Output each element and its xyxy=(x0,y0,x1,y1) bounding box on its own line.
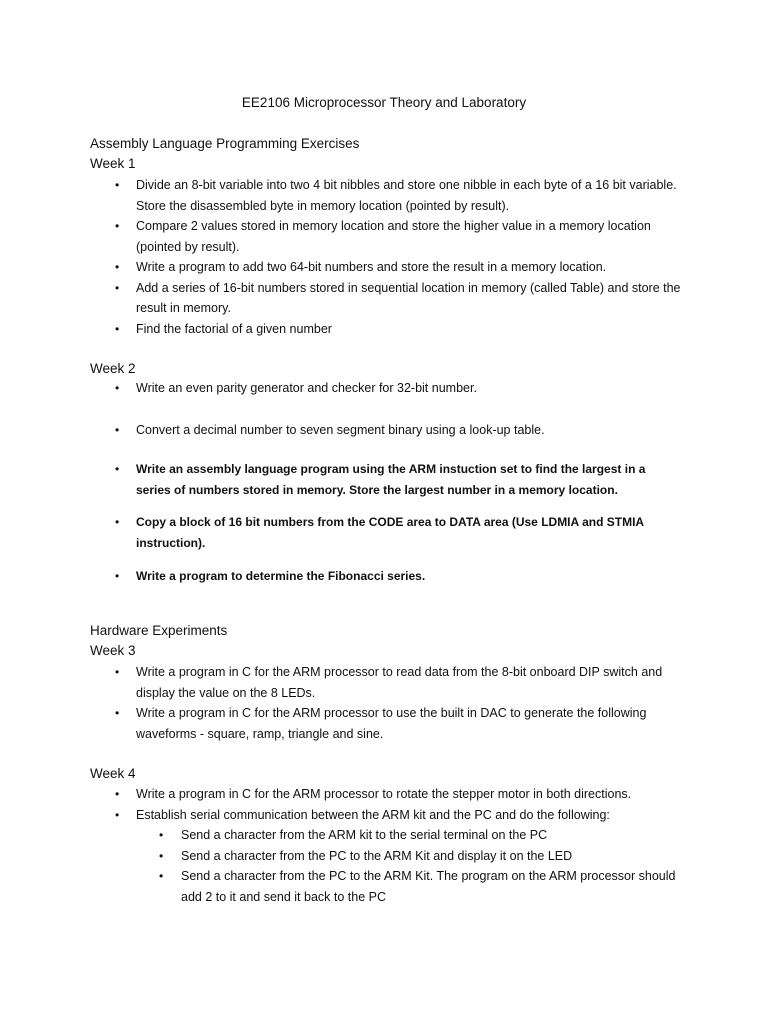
week3-heading: Week 3 xyxy=(90,643,136,658)
list-item: • Write a program in C for the ARM processor to rotate the stepper motor in both directions. xyxy=(0,784,681,805)
list-item: • Write a program to determine the Fibonacci series. xyxy=(0,566,681,587)
bullet-icon: • xyxy=(115,423,120,437)
bullet-icon: • xyxy=(115,665,120,679)
section-heading-hardware: Hardware Experiments xyxy=(90,623,228,638)
sub-list-item: • Send a character from the PC to the ARM Kit and display it on the LED xyxy=(0,846,681,867)
list-item: • Write an assembly language program using the ARM instuction set to find the largest in a series of numbers stored in memory. Store the largest number in a memory location. xyxy=(0,459,681,500)
bullet-icon: • xyxy=(115,569,120,583)
list-item: • Find the factorial of a given number xyxy=(0,319,681,340)
bullet-icon: • xyxy=(115,515,120,529)
bullet-icon: • xyxy=(115,260,120,274)
bullet-icon: • xyxy=(159,848,164,863)
bullet-icon: • xyxy=(115,381,120,395)
sub-list-item: • Send a character from the ARM kit to the serial terminal on the PC xyxy=(0,825,681,846)
bullet-icon: • xyxy=(115,706,120,720)
week3-list xyxy=(0,662,681,744)
list-item: • Convert a decimal number to seven segment binary using a look-up table. xyxy=(0,420,681,441)
list-item: • Write an even parity generator and checker for 32-bit number. xyxy=(0,378,681,399)
bullet-icon: • xyxy=(115,178,120,192)
list-item: • Write a program in C for the ARM processor to read data from the 8-bit onboard DIP switch and display the value on the 8 LEDs. xyxy=(0,662,681,703)
bullet-icon: • xyxy=(115,462,120,476)
section-heading-assembly: Assembly Language Programming Exercises xyxy=(90,136,360,151)
document-title: EE2106 Microprocessor Theory and Laboratory xyxy=(241,95,527,110)
bullet-icon: • xyxy=(159,828,164,842)
list-item: • Write a program in C for the ARM processor to use the built in DAC to generate the following waveforms - square, ramp, triangle and sine. xyxy=(0,703,681,744)
week2-heading: Week 2 xyxy=(90,361,136,376)
sub-list-item: • Send a character from the PC to the ARM Kit. The program on the ARM processor should add 2 to it and send it back to the PC xyxy=(0,866,681,907)
list-item: • Compare 2 values stored in memory location and store the higher value in a memory location (pointed by result). xyxy=(0,216,681,257)
week1-heading: Week 1 xyxy=(90,156,136,171)
bullet-icon: • xyxy=(115,787,120,801)
list-item: • Divide an 8-bit variable into two 4 bit nibbles and store one nibble in each byte of a 16 bit variable. Store the disassembled byte in memory location (pointed by result). xyxy=(0,175,681,216)
week1-list xyxy=(0,175,681,339)
bullet-icon: • xyxy=(159,869,164,883)
week4-heading: Week 4 xyxy=(90,766,136,781)
list-item: • Add a series of 16-bit numbers stored in sequential location in memory (called Table) and store the result in memory. xyxy=(0,278,681,319)
bullet-icon: • xyxy=(115,807,120,822)
bullet-icon: • xyxy=(115,321,120,336)
bullet-icon: • xyxy=(115,219,120,233)
list-item: • Establish serial communication between the ARM kit and the PC and do the following: xyxy=(0,805,681,826)
week4-list xyxy=(0,784,681,907)
list-item: • Copy a block of 16 bit numbers from the CODE area to DATA area (Use LDMIA and STMIA instruction). xyxy=(0,512,681,553)
bullet-icon: • xyxy=(115,280,120,295)
list-item: • Write a program to add two 64-bit numbers and store the result in a memory location. xyxy=(0,257,681,278)
